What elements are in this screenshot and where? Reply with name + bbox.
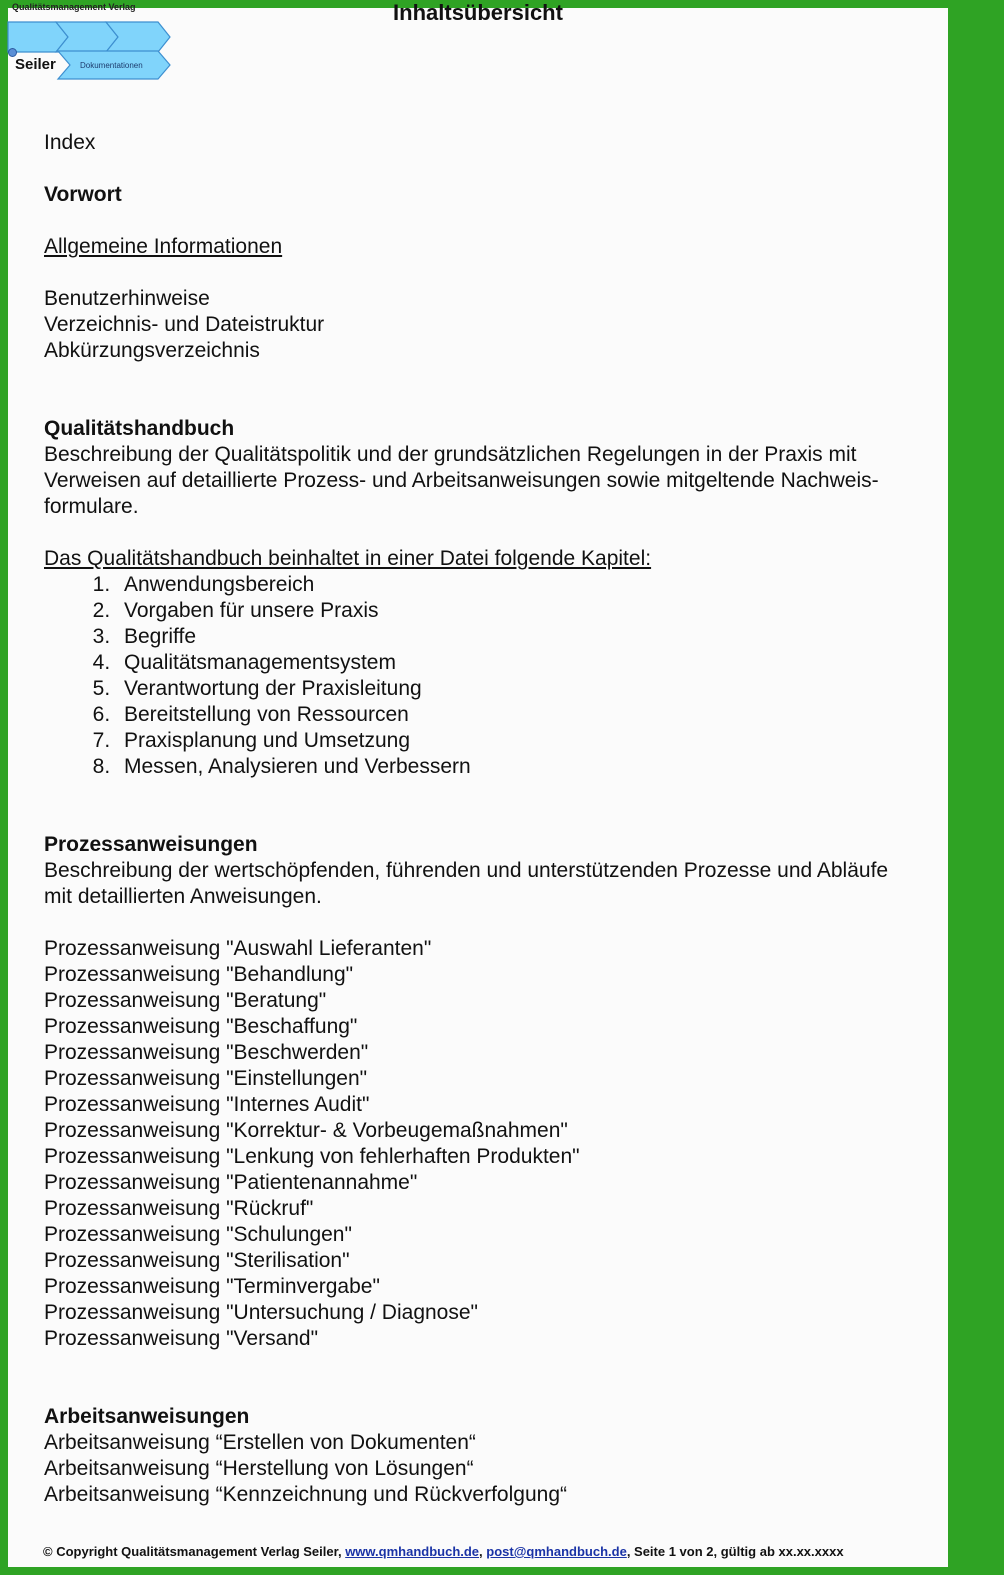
logo-tagline: Dokumentationen [80, 61, 143, 70]
logo-name: Seiler [15, 56, 56, 73]
prozess-item: Prozessanweisung "Sterilisation" [44, 1249, 350, 1272]
vorwort-heading: Vorwort [44, 183, 122, 206]
document-page [8, 0, 948, 1567]
qm-handbuch-heading: Qualitätshandbuch [44, 417, 235, 440]
qm-handbuch-desc: Beschreibung der Qualitätspolitik und der grundsätzlichen Regelungen in der Praxis mit [44, 443, 857, 466]
prozess-item: Prozessanweisung "Auswahl Lieferanten" [44, 937, 432, 960]
footer-copyright: © Copyright Qualitätsmanagement Verlag Seiler, [43, 1544, 342, 1559]
footer-separator: , [479, 1544, 483, 1559]
chapter-item: 5. Verantwortung der Praxisleitung [116, 676, 1004, 702]
allgemein-heading: Allgemeine Informationen [44, 235, 283, 258]
allgemein-item: Verzeichnis- und Dateistruktur [44, 313, 325, 336]
arbeit-item: Arbeitsanweisung “Herstellung von Lösungen“ [44, 1457, 474, 1480]
index-label: Index [44, 131, 96, 154]
logo-verlag-text: Qualitätsmanagement Verlag [12, 2, 136, 12]
prozess-item: Prozessanweisung "Einstellungen" [44, 1067, 368, 1090]
prozess-item: Prozessanweisung "Untersuchung / Diagnose" [44, 1301, 478, 1324]
chapter-item: 2. Vorgaben für unsere Praxis [116, 598, 1004, 624]
prozess-item: Prozessanweisung "Lenkung von fehlerhaften Produkten" [44, 1145, 580, 1168]
chapters-heading: Das Qualitätshandbuch beinhaltet in einer Datei folgende Kapitel: [44, 547, 652, 570]
chapter-item: 4. Qualitätsmanagementsystem [116, 650, 1004, 676]
chapter-item: 3. Begriffe [116, 624, 1004, 650]
prozess-item: Prozessanweisung "Behandlung" [44, 963, 354, 986]
footer-email-link[interactable]: post@qmhandbuch.de [486, 1544, 627, 1559]
prozess-item: Prozessanweisung "Beschwerden" [44, 1041, 369, 1064]
arbeit-item: Arbeitsanweisung “Kennzeichnung und Rückverfolgung“ [44, 1483, 567, 1506]
chapter-item: 1. Anwendungsbereich [116, 572, 1004, 598]
allgemein-item: Benutzerhinweise [44, 287, 210, 310]
qm-handbuch-desc: formulare. [44, 495, 139, 518]
chapter-list [44, 572, 1004, 780]
prozess-item: Prozessanweisung "Versand" [44, 1327, 319, 1350]
toc-content [44, 130, 1004, 1508]
chapter-item: 6. Bereitstellung von Ressourcen [116, 702, 1004, 728]
footer-website-link[interactable]: www.qmhandbuch.de [345, 1544, 480, 1559]
prozess-item: Prozessanweisung "Terminvergabe" [44, 1275, 380, 1298]
prozess-item: Prozessanweisung "Korrektur- & Vorbeugemaßnahmen" [44, 1119, 568, 1142]
chapter-item: 8. Messen, Analysieren und Verbessern [116, 754, 1004, 780]
prozess-item: Prozessanweisung "Beratung" [44, 989, 327, 1012]
page-footer [43, 1544, 844, 1559]
prozess-item: Prozessanweisung "Patientenannahme" [44, 1171, 418, 1194]
prozess-desc: mit detaillierten Anweisungen. [44, 885, 322, 908]
footer-page-info: , Seite 1 von 2, gültig ab xx.xx.xxxx [626, 1544, 844, 1559]
prozess-item: Prozessanweisung "Rückruf" [44, 1197, 314, 1220]
page-title: Inhaltsübersicht [393, 0, 563, 25]
prozess-desc: Beschreibung der wertschöpfenden, führenden und unterstützenden Prozesse und Abläufe [44, 859, 889, 882]
prozess-heading: Prozessanweisungen [44, 833, 258, 856]
qm-handbuch-desc: Verweisen auf detaillierte Prozess- und Arbeitsanweisungen sowie mitgeltende Nachweis- [44, 469, 879, 492]
prozess-item: Prozessanweisung "Beschaffung" [44, 1015, 358, 1038]
arbeit-heading: Arbeitsanweisungen [44, 1405, 250, 1428]
allgemein-item: Abkürzungsverzeichnis [44, 339, 260, 362]
chapter-item: 7. Praxisplanung und Umsetzung [116, 728, 1004, 754]
prozess-item: Prozessanweisung "Internes Audit" [44, 1093, 370, 1116]
arbeit-item: Arbeitsanweisung “Erstellen von Dokumenten“ [44, 1431, 476, 1454]
prozess-item: Prozessanweisung "Schulungen" [44, 1223, 352, 1246]
